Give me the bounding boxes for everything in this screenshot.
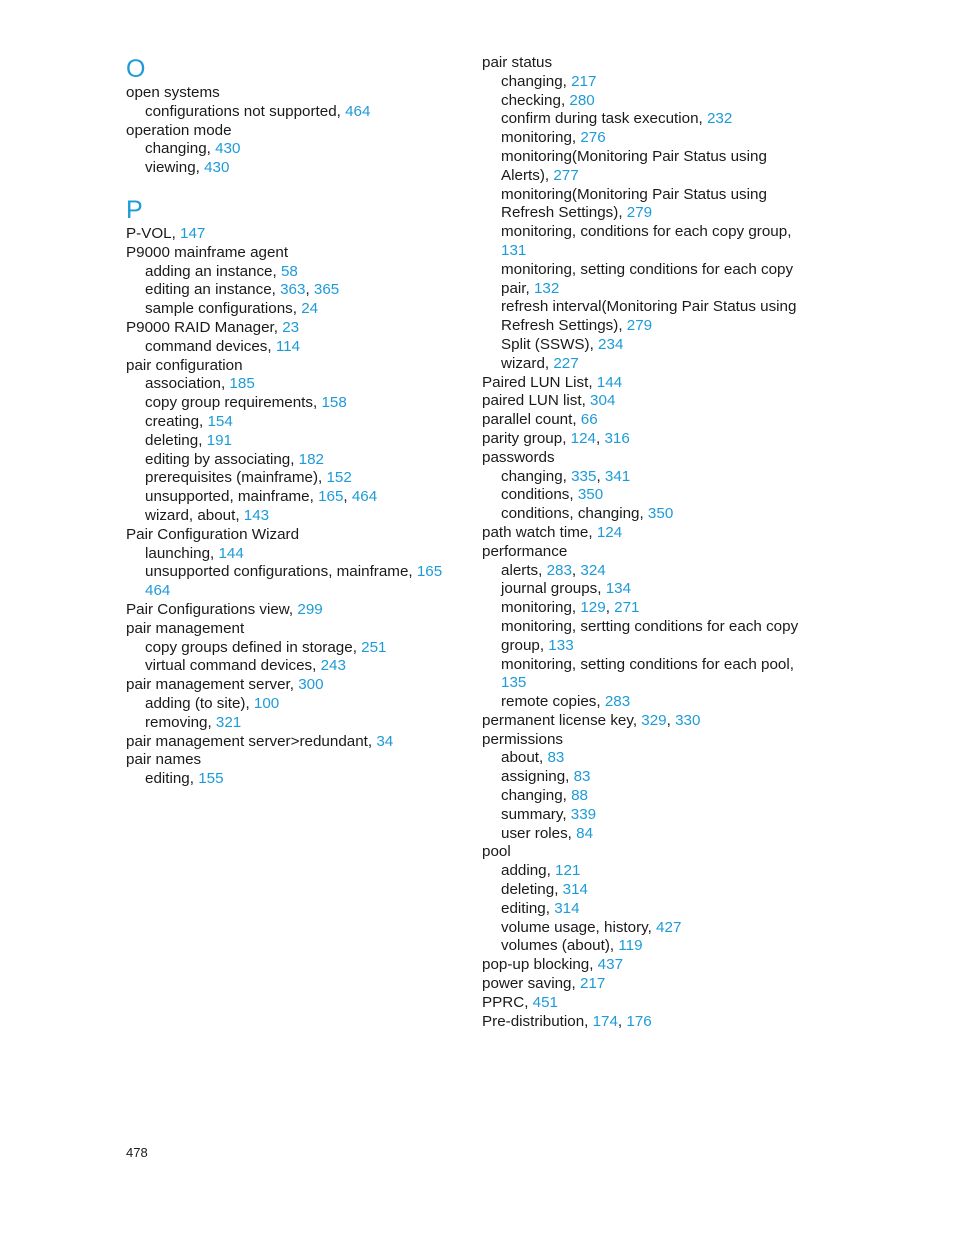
page-link[interactable]: 365 [313,281,340,299]
index-subentry [126,488,456,507]
entry-text: deleting, [501,881,563,899]
entry-text: copy group requirements, [145,394,322,412]
index-subentry [126,103,456,122]
page-link[interactable]: 350 [577,486,604,504]
entry-text: monitoring, setting conditions for each pool, [501,655,794,673]
index-subentry [482,562,812,581]
page-link[interactable]: 144 [218,544,244,562]
index-section [126,54,456,178]
page-link[interactable]: 277 [553,166,579,184]
index-entry [126,319,456,338]
entry-text: editing, [145,770,199,788]
entry-text: wizard, [501,354,554,372]
index-subentry [482,486,812,505]
entry-text: unsupported configurations, mainframe, [145,563,417,581]
entry-text: pool [482,843,511,861]
entry-text: open systems [126,84,220,101]
page-link[interactable]: 217 [579,975,606,993]
entry-text: parity group, [482,429,571,447]
index-entry [482,975,812,994]
entry-text: monitoring, setting conditions for each copy [501,260,794,278]
index-subentry [482,806,812,825]
index-subentry [482,937,812,956]
page-link[interactable]: 300 [298,676,324,694]
entry-text: user roles, [501,824,577,842]
index-subentry [126,639,456,658]
entry-text: monitoring, [501,599,581,617]
section-letter: O [126,55,146,83]
index-subentry [482,900,812,919]
entry-text: passwords [482,448,555,466]
page-link[interactable]: 427 [656,918,682,936]
page-link[interactable]: 23 [282,318,300,336]
index-subentry [482,110,812,129]
entry-text: editing an instance, [145,281,281,299]
entry-text: P-VOL, [126,224,181,242]
index-subentry [126,714,456,733]
page-separator: , [596,429,605,447]
index-entry [482,843,812,862]
index-entry [482,54,812,73]
entry-text: monitoring(Monitoring Pair Status using [501,147,767,165]
page-link[interactable]: 217 [571,72,597,90]
page-link[interactable]: 165 [416,563,443,581]
page-link[interactable]: 339 [570,805,597,823]
page-number: 478 [126,1145,148,1160]
page-link[interactable]: 119 [618,937,643,955]
index-subentry [482,599,812,618]
index-entry [482,411,812,430]
entry-text: P9000 mainframe agent [126,243,289,261]
index-entry [126,244,456,263]
page-link[interactable]: 174 [592,1012,618,1030]
index-subentry [482,129,812,148]
entry-text: conditions, changing, [501,505,648,523]
index-entry [126,84,456,103]
entry-text: alerts, [501,561,547,579]
page-link[interactable]: 314 [554,899,580,917]
page-link[interactable]: 185 [229,375,255,393]
page-separator: , [596,467,605,485]
entry-text: changing, [501,72,572,90]
page-link[interactable]: 464 [145,582,171,600]
entry-text: confirm during task execution, [501,110,707,128]
entry-text: conditions, [501,486,578,504]
entry-text: Paired LUN List, [482,373,597,391]
entry-text: monitoring(Monitoring Pair Status using [501,185,767,203]
index-subentry [126,469,456,488]
page-link[interactable]: 243 [320,657,346,675]
entry-continuation: Refresh Settings), [501,204,627,222]
page-link[interactable]: 131 [501,241,527,259]
page-link[interactable]: 279 [626,317,653,335]
page-link[interactable]: 83 [547,749,565,767]
entry-text: pair status [482,54,553,71]
page-link[interactable]: 100 [253,694,280,712]
index-subentry [126,451,456,470]
page-link[interactable]: 341 [604,467,631,485]
entry-text: editing, [501,899,555,917]
index-subentry [482,468,812,487]
entry-text: pair names [126,751,202,769]
entry-text: sample configurations, [145,300,302,318]
entry-text: association, [145,375,230,393]
entry-text: removing, [145,713,216,731]
entry-text: pair management server, [126,676,299,694]
page-link[interactable]: 191 [206,431,232,449]
page-link[interactable]: 314 [562,881,588,899]
entry-text: editing by associating, [145,450,299,468]
index-subentry [126,281,456,300]
index-entry [482,543,812,562]
entry-text: pair management server>redundant, [126,732,377,750]
entry-text: volumes (about), [501,937,619,955]
page-link[interactable]: 114 [275,337,301,355]
page-separator: , [617,1012,627,1030]
index-subentry [482,505,812,524]
index-subentry [482,656,812,694]
entry-text: pop-up blocking, [482,956,598,974]
page-link[interactable]: 182 [298,450,324,468]
page-link[interactable]: 324 [580,561,606,579]
entry-text: P9000 RAID Manager, [126,318,283,336]
index-entry [482,731,812,750]
entry-text: changing, [501,467,572,485]
index-entry [482,712,812,731]
entry-text: PPRC, [482,993,533,1011]
index-subentry [126,413,456,432]
page-link[interactable]: 144 [596,373,623,391]
entry-text: copy groups defined in storage, [145,638,362,656]
entry-text: about, [501,749,548,767]
index-entry [126,620,456,639]
entry-continuation: group, [501,636,549,654]
index-entry [482,994,812,1013]
page-separator: , [305,281,314,299]
entry-continuation: Refresh Settings), [501,317,627,335]
entry-text: deleting, [145,431,207,449]
index-entry [126,751,456,770]
index-entry [126,122,456,141]
index-subentry [126,375,456,394]
index-entry [482,449,812,468]
page-link[interactable]: 83 [573,768,591,786]
index-entry [482,1013,812,1032]
index-entry [126,357,456,376]
entry-text: changing, [145,140,216,158]
entry-text: journal groups, [501,580,606,598]
index-subentry [482,768,812,787]
entry-text: monitoring, conditions for each copy group, [501,223,792,241]
entry-text: monitoring, sertting conditions for each copy [501,617,799,635]
index-entry [482,524,812,543]
entry-text: changing, [501,787,572,805]
page-link[interactable]: 134 [605,580,632,598]
index-subentry [126,159,456,178]
index-entry [126,676,456,695]
page-separator: , [666,711,676,729]
entry-text: pair configuration [126,356,243,374]
index-subentry [126,394,456,413]
index-subentry [482,618,812,656]
entry-text: monitoring, [501,129,581,147]
page-link[interactable]: 58 [280,262,298,280]
entry-continuation: Alerts), [501,166,554,184]
page-link[interactable]: 124 [596,523,623,541]
index-subentry [126,695,456,714]
index-subentry [482,693,812,712]
page-link[interactable]: 84 [576,824,594,842]
index-subentry [482,261,812,299]
entry-text: configurations not supported, [145,102,346,120]
index-subentry [126,432,456,451]
page-link[interactable]: 88 [571,787,588,805]
entry-text: operation mode [126,121,232,139]
page-link[interactable]: 299 [297,600,323,618]
page-link[interactable]: 335 [571,467,597,485]
index-entry [126,526,456,545]
index-subentry [126,140,456,159]
entry-text: creating, [145,412,208,430]
index-subentry [126,657,456,676]
page-separator: , [343,488,352,506]
section-letter: P [126,195,143,224]
entry-text: remote copies, [501,693,605,711]
index-subentry [482,862,812,881]
index-subentry [482,749,812,768]
index-subentry [126,507,456,526]
page-link[interactable]: 330 [675,711,701,729]
page-link[interactable]: 227 [553,354,579,372]
page-link[interactable]: 129 [580,599,606,617]
index-entry [126,225,456,244]
page-link[interactable]: 24 [301,300,319,318]
entry-text: wizard, about, [145,506,244,524]
entry-text: Pair Configurations view, [126,600,298,618]
page-link[interactable]: 430 [204,159,230,177]
page-link[interactable]: 143 [243,506,270,524]
entry-text: power saving, [482,975,580,993]
entry-text: checking, [501,91,570,109]
page-link[interactable]: 135 [501,674,527,692]
entry-text: Pre-distribution, [482,1012,593,1030]
page-link[interactable]: 283 [604,693,631,711]
entry-text: adding an instance, [145,262,281,280]
page-link[interactable]: 304 [590,392,616,410]
index-subentry [482,92,812,111]
page-separator: , [605,599,615,617]
index-column-right [482,54,812,1031]
entry-text: Split (SSWS), [501,335,599,353]
index-subentry [482,73,812,92]
page-link[interactable]: 350 [647,505,674,523]
entry-text: adding (to site), [145,694,254,712]
entry-text: volume usage, history, [501,918,657,936]
page-link[interactable]: 363 [280,281,306,299]
page-link[interactable]: 316 [604,429,630,447]
page-link[interactable]: 121 [555,862,581,880]
entry-continuation: pair, [501,279,534,297]
index-subentry [126,770,456,789]
index-subentry [482,580,812,599]
entry-text: performance [482,542,568,560]
page-separator: , [571,561,581,579]
index-entry [126,733,456,752]
page-link[interactable]: 251 [361,638,387,656]
page-link[interactable]: 66 [580,411,598,429]
entry-text: pair management [126,619,245,637]
entry-text: command devices, [145,337,276,355]
entry-text: refresh interval(Monitoring Pair Status using [501,298,797,316]
page-link[interactable]: 147 [180,224,206,242]
index-subentry [126,300,456,319]
page-link[interactable]: 437 [597,956,624,974]
entry-text: path watch time, [482,523,597,541]
page-link[interactable]: 165 [318,488,344,506]
index-column-left [126,54,456,789]
index-subentry [482,787,812,806]
entry-text: adding, [501,862,556,880]
page-link[interactable]: 430 [215,140,241,158]
page-link[interactable]: 132 [533,279,560,297]
index-subentry [482,919,812,938]
index-section [126,195,456,789]
index-subentry [482,298,812,336]
index-entry [482,430,812,449]
page-link[interactable]: 283 [546,561,572,579]
index-entry [482,392,812,411]
index-subentry [126,263,456,282]
index-subentry [482,881,812,900]
page-link[interactable]: 280 [569,91,595,109]
index-subentry [126,563,456,601]
page-link[interactable]: 154 [207,412,233,430]
page-link[interactable]: 155 [198,770,224,788]
page-link[interactable]: 152 [326,469,352,487]
entry-text: virtual command devices, [145,657,321,675]
page-link[interactable]: 279 [626,204,653,222]
page-link[interactable]: 464 [345,102,371,120]
entry-text: launching, [145,544,219,562]
index-subentry [126,545,456,564]
entry-text: assigning, [501,768,574,786]
page-link[interactable]: 232 [706,110,733,128]
index-entry [482,374,812,393]
index-subentry [482,355,812,374]
index-entry [126,601,456,620]
entry-text: permissions [482,730,564,748]
page-link[interactable]: 271 [614,599,640,617]
page-link[interactable]: 276 [580,129,606,147]
entry-text: prerequisites (mainframe), [145,469,327,487]
entry-text: viewing, [145,159,205,177]
page-link[interactable]: 34 [376,732,394,750]
page-link[interactable]: 464 [351,488,378,506]
entry-text: summary, [501,805,571,823]
index-subentry [482,186,812,224]
page-link[interactable]: 124 [570,429,596,447]
index-subentry [126,338,456,357]
index-subentry [482,223,812,261]
entry-text: unsupported, mainframe, [145,488,319,506]
entry-text: Pair Configuration Wizard [126,525,300,543]
page-link[interactable]: 234 [598,335,624,353]
entry-text: paired LUN list, [482,392,591,410]
index-subentry [482,825,812,844]
entry-text: permanent license key, [482,711,642,729]
entry-text: parallel count, [482,411,581,429]
page-link[interactable]: 329 [641,711,667,729]
index-entry [482,956,812,975]
index-subentry [482,148,812,186]
page-link[interactable]: 133 [548,636,574,654]
page-link[interactable]: 321 [215,713,242,731]
index-subentry [482,336,812,355]
page-link[interactable]: 158 [321,394,347,412]
page-link[interactable]: 451 [532,993,558,1011]
page-link[interactable]: 176 [626,1012,652,1030]
